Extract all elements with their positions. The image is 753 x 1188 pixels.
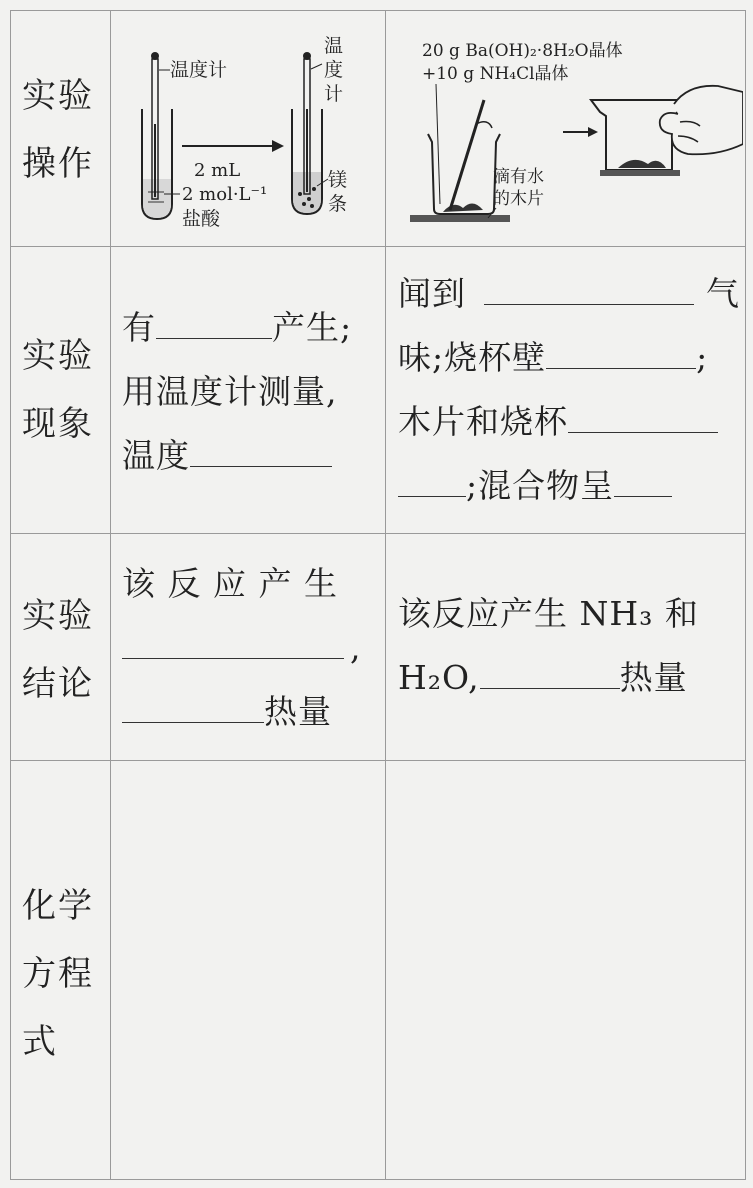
lifted-beaker xyxy=(591,100,680,176)
board-label-1: 滴有水 xyxy=(493,167,544,187)
conclusion-left-line2 xyxy=(122,616,362,680)
phenomenon-left xyxy=(122,296,352,488)
thermometer-vertical-label-3: 计 xyxy=(324,83,344,105)
table-border-bottom xyxy=(10,1179,746,1180)
conclusion-right-line2 xyxy=(398,646,699,710)
hand-icon xyxy=(660,86,743,154)
equation-cell-left[interactable] xyxy=(111,761,385,1179)
hcl-concentration-label: 2 mol·L⁻¹ xyxy=(182,184,268,205)
table-border-top xyxy=(10,10,746,11)
thermometer-vertical-label-1: 温 xyxy=(324,35,344,57)
phenomenon-right-line3 xyxy=(398,390,738,454)
phenomenon-right-text-1a: 闻到 xyxy=(398,274,466,313)
label-operation-line2: 操作 xyxy=(22,144,94,184)
stirring-rod xyxy=(450,100,484,210)
blank-heat-right xyxy=(480,658,620,689)
phenomenon-left-text-1a: 有 xyxy=(122,308,156,347)
phenomenon-right-text-3: 木片和烧杯 xyxy=(398,402,568,441)
phenomenon-left-line3 xyxy=(122,424,352,488)
table-border-left xyxy=(10,10,11,1180)
phenomenon-right-text-4: ;混合物呈 xyxy=(466,466,615,505)
blank-product xyxy=(122,628,344,659)
label-equation-line2: 方程 xyxy=(22,954,94,994)
conclusion-left-text-3: 热量 xyxy=(264,692,332,731)
phenomenon-right-text-2a: 味;烧杯壁 xyxy=(398,338,547,377)
blank-temperature xyxy=(190,436,332,467)
row-divider-1 xyxy=(10,246,746,247)
stir-arrow xyxy=(476,122,492,128)
label-equation-line3: 式 xyxy=(22,1022,58,1062)
blank-beaker-wall xyxy=(546,338,696,369)
blank-board-beaker xyxy=(568,402,718,433)
magnesium-hcl-figure xyxy=(112,14,382,244)
lift-arrow xyxy=(563,127,598,137)
phenomenon-right xyxy=(398,262,738,518)
wooden-board xyxy=(410,215,510,222)
thermometer-2-pointer xyxy=(311,64,322,69)
reagent-pointer xyxy=(436,84,440,204)
board-label-2: 的木片 xyxy=(493,189,544,209)
label-phenomenon-line1: 实验 xyxy=(22,336,94,376)
conclusion-left-line3 xyxy=(122,680,362,744)
metal-label-1: 镁 xyxy=(328,169,348,191)
conclusion-right-text-2b: 热量 xyxy=(619,658,688,697)
conclusion-right xyxy=(398,582,699,710)
label-operation-line1: 实验 xyxy=(22,76,94,116)
phenomenon-left-text-1b: 产生; xyxy=(272,308,353,347)
blank-mixture-state xyxy=(614,466,672,497)
row-divider-2 xyxy=(10,533,746,534)
label-equation xyxy=(22,872,102,1076)
phenomenon-right-text-2b: ; xyxy=(696,338,709,377)
hcl-acid-label: 盐酸 xyxy=(182,208,221,230)
label-phenomenon xyxy=(22,322,102,458)
label-conclusion-line2: 结论 xyxy=(22,664,94,704)
label-equation-line1: 化学 xyxy=(22,886,94,926)
blank-heat-left xyxy=(122,692,264,723)
label-conclusion xyxy=(22,582,102,718)
reaction-arrow xyxy=(182,140,284,152)
blank-board-beaker-cont xyxy=(398,466,466,497)
conclusion-left-text-2b: , xyxy=(350,628,362,667)
blank-gas xyxy=(156,308,272,339)
phenomenon-left-line2: 用温度计测量, xyxy=(122,372,338,411)
label-phenomenon-line2: 现象 xyxy=(22,404,94,444)
metal-label-2: 条 xyxy=(328,193,348,215)
phenomenon-right-line1 xyxy=(398,262,738,326)
phenomenon-right-line2 xyxy=(398,326,738,390)
reagent-label-2: +10 g NH₄Cl晶体 xyxy=(422,64,569,84)
equation-cell-right[interactable] xyxy=(386,761,745,1179)
thermometer-1 xyxy=(151,52,159,199)
thermometer-2 xyxy=(303,52,311,194)
table-border-right xyxy=(745,10,746,1180)
blank-smell xyxy=(484,274,694,305)
label-conclusion-line1: 实验 xyxy=(22,596,94,636)
conclusion-left xyxy=(122,552,362,744)
thermometer-label: 温度计 xyxy=(170,59,228,81)
thermometer-vertical-label-2: 度 xyxy=(324,59,344,81)
phenomenon-left-text-3: 温度 xyxy=(122,436,190,475)
test-tube-before xyxy=(142,109,172,219)
label-operation xyxy=(22,62,102,198)
phenomenon-right-line4 xyxy=(398,454,738,518)
conclusion-left-line1: 该 反 应 产 生 xyxy=(122,564,338,603)
phenomenon-right-text-1b: 气 xyxy=(706,274,740,313)
reagent-label-1: 20 g Ba(OH)₂·8H₂O晶体 xyxy=(422,41,623,61)
endothermic-figure xyxy=(388,14,743,244)
hcl-volume-label: 2 mL xyxy=(194,160,241,181)
phenomenon-left-line1 xyxy=(122,296,352,360)
conclusion-right-text-2a: H₂O, xyxy=(398,658,480,697)
conclusion-right-line1: 该反应产生 NH₃ 和 xyxy=(398,594,699,633)
